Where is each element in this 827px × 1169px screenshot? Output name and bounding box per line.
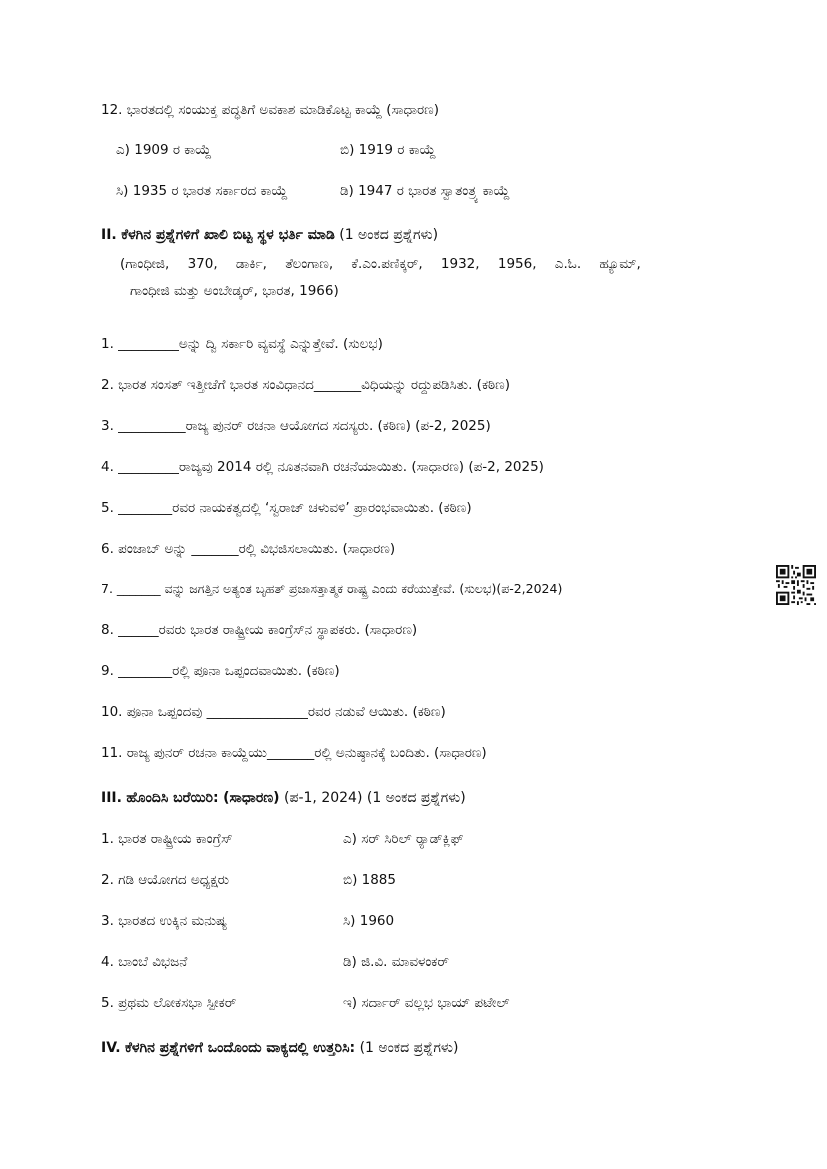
- match-left-4: 4. ಬಾಂಬೆ ವಿಭಜನೆ: [101, 954, 188, 970]
- qr-code-icon[interactable]: [776, 565, 816, 605]
- section-2-numeral: II.: [101, 227, 117, 243]
- match-right-c: ಸಿ) 1960: [343, 913, 395, 929]
- fill-question-3: 3. __________ರಾಜ್ಯ ಪುನರ್ ರಚನಾ ಆಯೋಗದ ಸದಸ್ಯರು. (ಕಠಿಣ) (ಪ-2, 2025): [101, 418, 491, 434]
- section-4-heading: [101, 1038, 458, 1058]
- match-left-2: 2. ಗಡಿ ಆಯೋಗದ ಅಧ್ಯಕ್ಷರು: [101, 872, 230, 888]
- match-left-1: 1. ಭಾರತ ರಾಷ್ಟ್ರೀಯ ಕಾಂಗ್ರೆಸ್: [101, 831, 233, 847]
- q12-question: 12. ಭಾರತದಲ್ಲಿ ಸಂಯುಕ್ತ ಪದ್ಧತಿಗೆ ಅವಕಾಶ ಮಾಡಿಕೊಟ್ಟ ಕಾಯ್ದೆ (ಸಾಧಾರಣ): [101, 102, 439, 118]
- section-3-meta: (ಪ-1, 2024) (1 ಅಂಕದ ಪ್ರಶ್ನೆಗಳು): [284, 790, 466, 806]
- section-4-title: ಕೆಳಗಿನ ಪ್ರಶ್ನೆಗಳಿಗೆ ಒಂದೊಂದು ವಾಕ್ಯದಲ್ಲಿ ಉತ್ತರಿಸಿ:: [125, 1040, 356, 1056]
- section-3-numeral: III.: [101, 790, 122, 806]
- fill-question-9: 9. ________ರಲ್ಲಿ ಪೂನಾ ಒಪ್ಪಂದವಾಯಿತು. (ಕಠಿಣ): [101, 663, 340, 679]
- section-3-difficulty: (ಸಾಧಾರಣ): [223, 790, 280, 806]
- section-4-marks: (1 ಅಂಕದ ಪ್ರಶ್ನೆಗಳು): [359, 1040, 459, 1056]
- match-right-d: ಡಿ) ಜಿ.ವಿ. ಮಾವಳಂಕರ್: [343, 954, 449, 970]
- section-2-title: ಕೆಳಗಿನ ಪ್ರಶ್ನೆಗಳಿಗೆ ಖಾಲಿ ಬಿಟ್ಟ ಸ್ಥಳ ಭರ್ತಿ ಮಾಡಿ: [121, 227, 335, 243]
- q12-option-c: ಸಿ) 1935 ರ ಭಾರತ ಸರ್ಕಾರದ ಕಾಯ್ದೆ: [116, 183, 288, 199]
- fill-question-6: 6. ಪಂಜಾಬ್ ಅನ್ನು _______ರಲ್ಲಿ ವಿಭಜಿಸಲಾಯಿತು. (ಸಾಧಾರಣ): [101, 541, 396, 557]
- q12-option-a: ಎ) 1909 ರ ಕಾಯ್ದೆ: [116, 142, 212, 158]
- section-3-heading: [101, 788, 466, 808]
- fill-question-7: 7. _______ ವನ್ನು ಜಗತ್ತಿನ ಅತ್ಯಂತ ಬೃಹತ್ ಪ್ರಜಾಸತ್ತಾತ್ಮಕ ರಾಷ್ಟ್ರ ಎಂದು ಕರೆಯುತ್ತೇವೆ. (ಸುಲಭ)(ಪ-2,2024): [101, 581, 563, 596]
- match-left-5: 5. ಪ್ರಥಮ ಲೋಕಸಭಾ ಸ್ಪೀಕರ್: [101, 995, 237, 1011]
- section-2-marks: (1 ಅಂಕದ ಪ್ರಶ್ನೆಗಳು): [339, 227, 439, 243]
- fill-question-10: 10. ಪೂನಾ ಒಪ್ಪಂದವು _______________ರವರ ನಡುವೆ ಆಯಿತು. (ಕಠಿಣ): [101, 704, 446, 720]
- match-right-e: ಇ) ಸರ್ದಾರ್ ವಲ್ಲಭ ಭಾಯ್ ಪಟೇಲ್: [343, 995, 510, 1011]
- fill-question-8: 8. ______ರವರು ಭಾರತ ರಾಷ್ಟ್ರೀಯ ಕಾಂಗ್ರೆಸ್‌ನ ಸ್ಥಾಪಕರು. (ಸಾಧಾರಣ): [101, 622, 418, 638]
- word-bank-line-1: (ಗಾಂಧೀಜಿ, 370, ಡಾರ್ಕಿ, ತೆಲಂಗಾಣ, ಕೆ.ಎಂ.ಪಣಿಕ್ಕರ್, 1932, 1956, ಎ.ಓ. ಹ್ಯೂಮ್,: [120, 256, 641, 272]
- q12-option-b: ಬಿ) 1919 ರ ಕಾಯ್ದೆ: [340, 142, 436, 158]
- fill-question-5: 5. ________ರವರ ನಾಯಕತ್ವದಲ್ಲಿ ‘ಸ್ವರಾಜ್ ಚಳುವಳಿ’ ಪ್ರಾರಂಭವಾಯಿತು. (ಕಠಿಣ): [101, 500, 472, 516]
- match-right-a: ಎ) ಸರ್ ಸಿರಿಲ್ ರ್‍ಯಾಡ್‌ಕ್ಲಿಫ್: [343, 831, 464, 847]
- section-3-title: ಹೊಂದಿಸಿ ಬರೆಯಿರಿ:: [126, 790, 219, 806]
- word-bank-line-2: ಗಾಂಧೀಜಿ ಮತ್ತು ಅಂಬೇಡ್ಕರ್, ಭಾರತ, 1966): [130, 283, 339, 299]
- section-2-heading: [101, 225, 438, 245]
- match-right-b: ಬಿ) 1885: [343, 872, 396, 888]
- fill-question-11: 11. ರಾಜ್ಯ ಪುನರ್ ರಚನಾ ಕಾಯ್ದೆಯು_______ರಲ್ಲಿ ಅನುಷ್ಠಾನಕ್ಕೆ ಬಂದಿತು. (ಸಾಧಾರಣ): [101, 745, 487, 761]
- q12-option-d: ಡಿ) 1947 ರ ಭಾರತ ಸ್ವಾತಂತ್ರ್ಯ ಕಾಯ್ದೆ: [340, 183, 510, 199]
- fill-question-4: 4. _________ರಾಜ್ಯವು 2014 ರಲ್ಲಿ ನೂತನವಾಗಿ ರಚನೆಯಾಯಿತು. (ಸಾಧಾರಣ) (ಪ-2, 2025): [101, 459, 544, 475]
- match-left-3: 3. ಭಾರತದ ಉಕ್ಕಿನ ಮನುಷ್ಯ: [101, 913, 228, 929]
- fill-question-1: 1. _________ಅನ್ನು ದ್ವಿ ಸರ್ಕಾರಿ ವ್ಯವಸ್ಥೆ ಎನ್ನುತ್ತೇವೆ. (ಸುಲಭ): [101, 336, 383, 352]
- fill-question-2: 2. ಭಾರತ ಸಂಸತ್ ಇತ್ತೀಚೆಗೆ ಭಾರತ ಸಂವಿಧಾನದ_______ವಿಧಿಯನ್ನು ರದ್ದುಪಡಿಸಿತು. (ಕಠಿಣ): [101, 377, 510, 393]
- section-4-numeral: IV.: [101, 1040, 121, 1056]
